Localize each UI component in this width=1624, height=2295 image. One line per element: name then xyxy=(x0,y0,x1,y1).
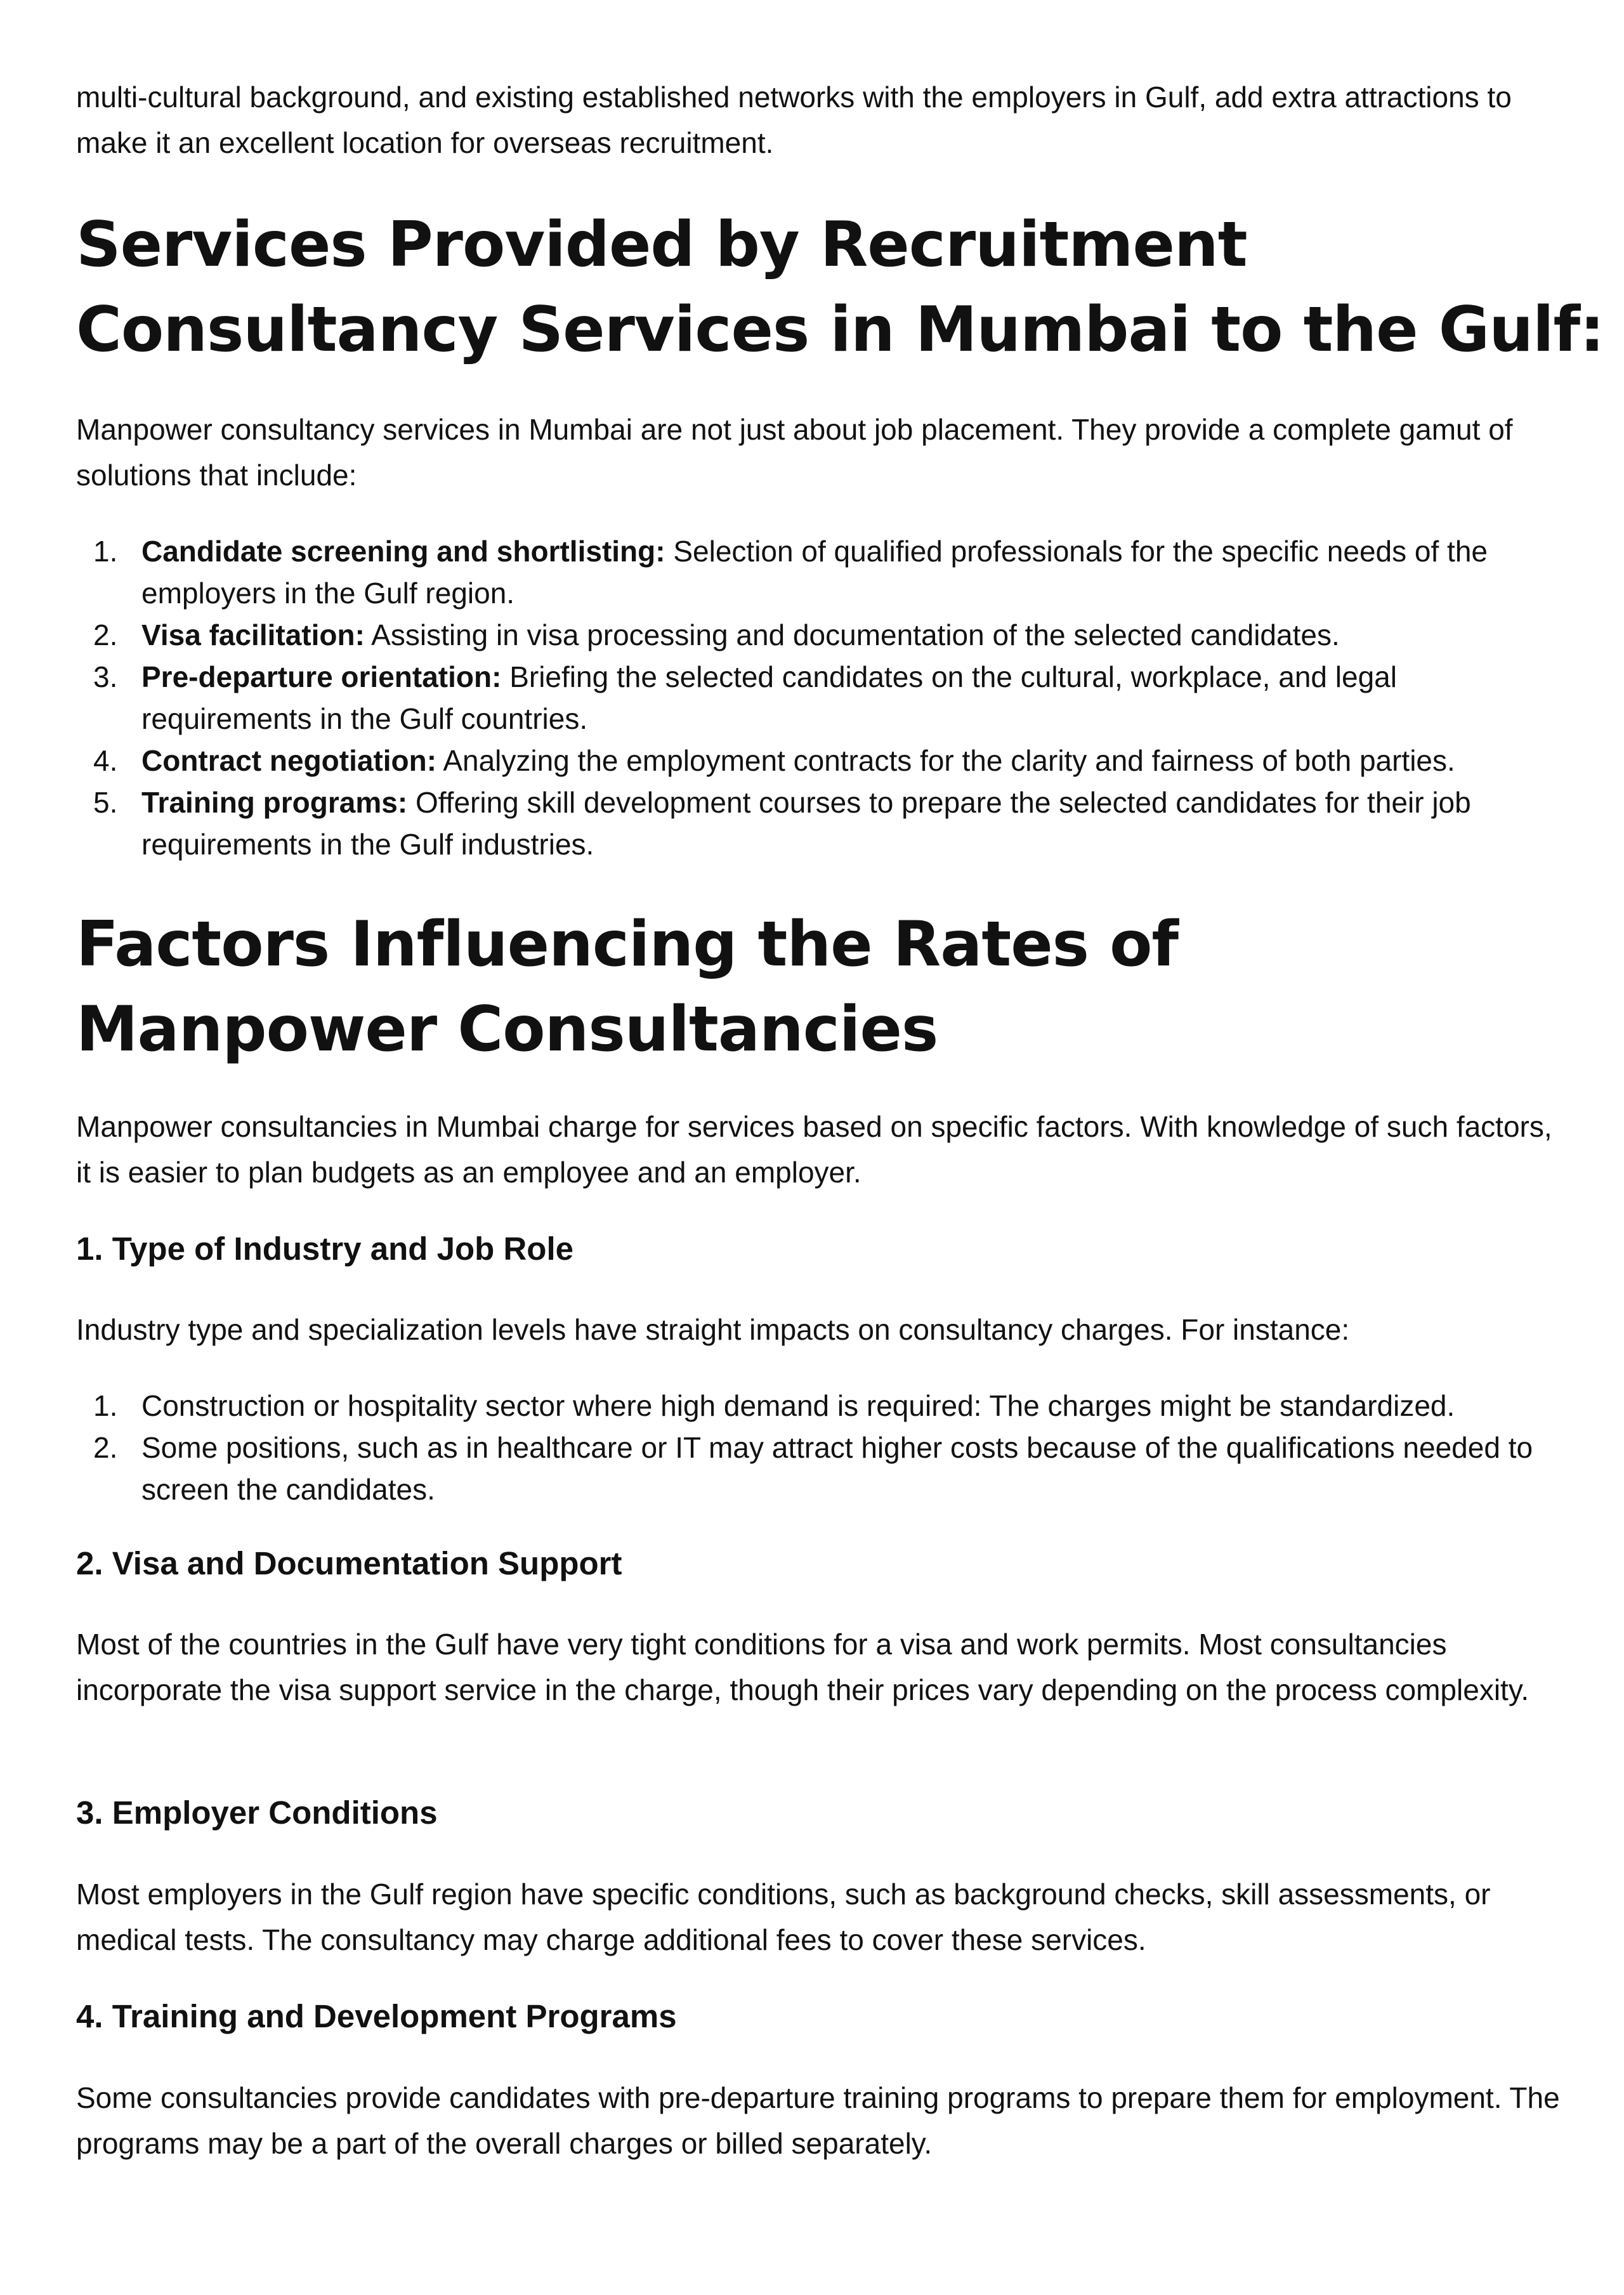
list-number: 3. xyxy=(93,660,118,693)
services-intro-paragraph: Manpower consultancy services in Mumbai are not just about job placement. They provide a complete gamut of solutions that include: xyxy=(76,413,1513,492)
visa-paragraph: Most of the countries in the Gulf have very tight conditions for a visa and work permits. Most consultancies incorporate the visa support service in the charge, though their prices vary depending on the process complexity. xyxy=(76,1628,1529,1706)
industry-paragraph: Industry type and specialization levels have straight impacts on consultancy charges. For instance: xyxy=(76,1313,1350,1346)
employer-paragraph: Most employers in the Gulf region have specific conditions, such as background checks, skill assessments, or medical tests. The consultancy may charge additional fees to cover these services. xyxy=(76,1878,1491,1956)
services-list-item-contract xyxy=(76,740,1561,781)
industry-subheading: 1. Type of Industry and Job Role xyxy=(76,1231,573,1267)
services-list-item-training xyxy=(76,781,1561,865)
intro-paragraph: multi-cultural background, and existing established networks with the employers in Gulf, add extra attractions to make it an excellent location for overseas recruitment. xyxy=(76,81,1512,159)
services-list-item-visa xyxy=(76,614,1561,656)
services-list-item-orientation xyxy=(76,656,1561,740)
industry-list xyxy=(76,1385,1567,1510)
factors-heading: Factors Influencing the Rates of Manpower Consultancies xyxy=(76,908,1179,1066)
list-item-text: Selection of qualified professionals for the specific needs of the employers in the Gulf region. xyxy=(141,535,1488,610)
list-item-lead: Visa facilitation: xyxy=(141,618,365,651)
training-subheading: 4. Training and Development Programs xyxy=(76,1998,677,2034)
training-paragraph: Some consultancies provide candidates with pre-departure training programs to prepare them for employment. The programs may be a part of the overall charges or billed separately. xyxy=(76,2081,1560,2160)
employer-subheading: 3. Employer Conditions xyxy=(76,1795,438,1831)
factors-intro-paragraph: Manpower consultancies in Mumbai charge for services based on specific factors. With knowledge of such factors, it is easier to plan budgets as an employee and an employer. xyxy=(76,1110,1552,1189)
industry-list-item-construction xyxy=(76,1385,1567,1427)
list-item-lead: Candidate screening and shortlisting: xyxy=(141,535,665,568)
list-number: 1. xyxy=(93,1389,118,1422)
list-number: 4. xyxy=(93,744,118,777)
list-item-lead: Pre-departure orientation: xyxy=(141,660,502,693)
industry-list-item-healthcare xyxy=(76,1427,1567,1510)
list-item-text: Some positions, such as in healthcare or IT may attract higher costs because of the qualifications needed to screen the candidates. xyxy=(141,1431,1533,1506)
list-item-lead: Training programs: xyxy=(141,786,408,819)
list-item-text: Analyzing the employment contracts for the clarity and fairness of both parties. xyxy=(436,744,1455,777)
visa-subheading: 2. Visa and Documentation Support xyxy=(76,1545,622,1581)
list-item-text: Construction or hospitality sector where high demand is required: The charges might be standardized. xyxy=(141,1389,1455,1422)
list-item-text: Briefing the selected candidates on the cultural, workplace, and legal requirements in the Gulf countries. xyxy=(141,660,1397,735)
list-item-text: Offering skill development courses to prepare the selected candidates for their job requirements in the Gulf industries. xyxy=(141,786,1471,861)
list-item-lead: Contract negotiation: xyxy=(141,744,437,777)
services-heading: Services Provided by Recruitment Consultancy Services in Mumbai to the Gulf: xyxy=(76,209,1604,366)
services-list xyxy=(76,530,1561,865)
list-item-text: Assisting in visa processing and documentation of the selected candidates. xyxy=(364,618,1340,651)
list-number: 5. xyxy=(93,786,118,819)
list-number: 1. xyxy=(93,535,118,568)
list-number: 2. xyxy=(93,618,118,651)
list-number: 2. xyxy=(93,1431,118,1464)
services-list-item-screening xyxy=(76,530,1561,614)
